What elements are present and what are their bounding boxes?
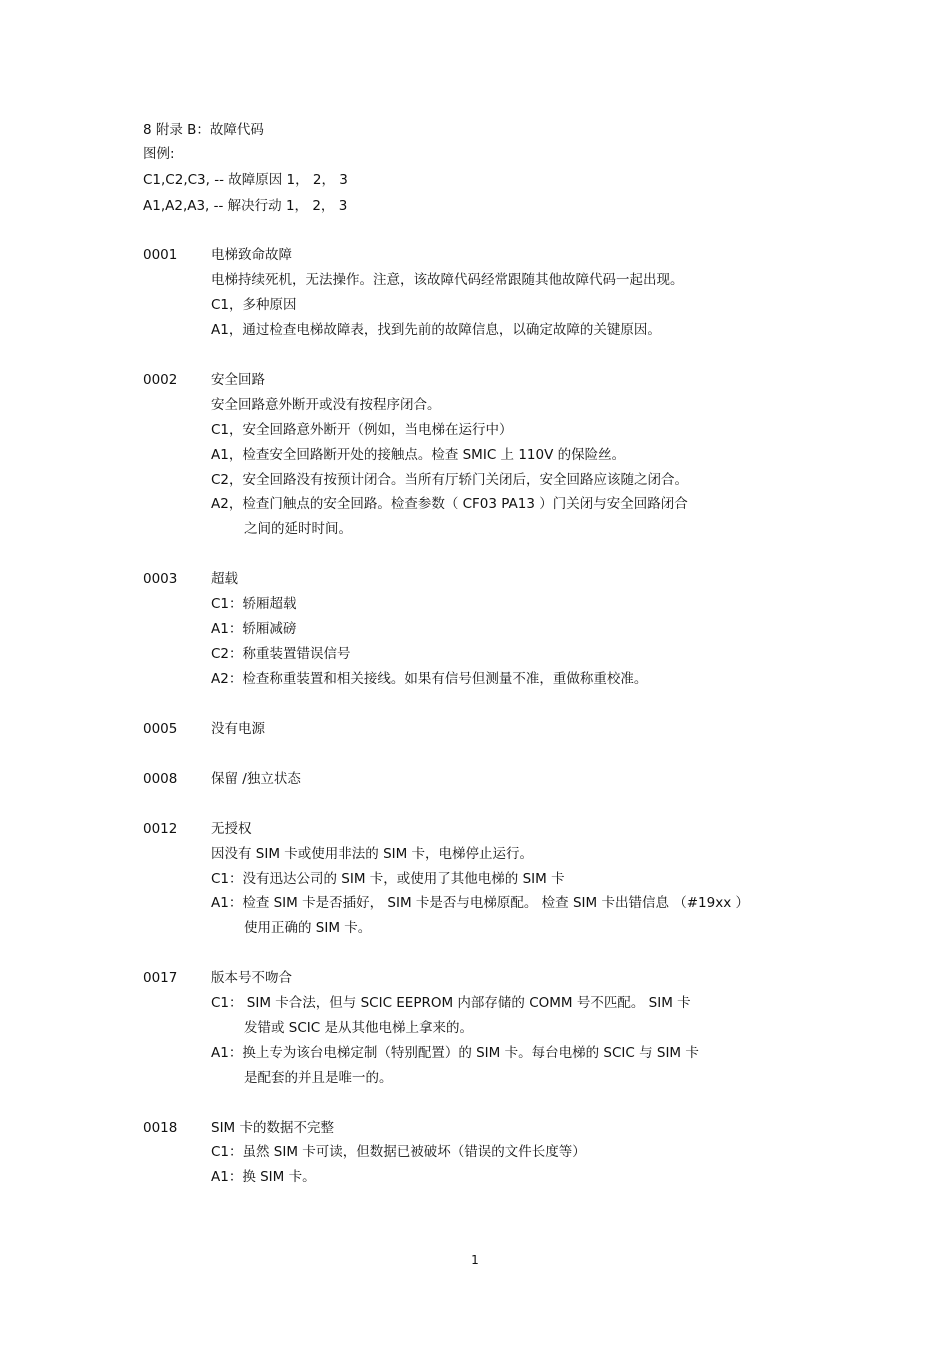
fault-title: 保留 /独立状态 [211, 771, 301, 787]
fault-action-continued: 是配套的并且是唯一的。 [244, 1070, 393, 1086]
legend-actions: A1,A2,A3, -- 解决行动 1， 2， 3 [143, 198, 348, 214]
fault-description: 电梯持续死机，无法操作。注意，该故障代码经常跟随其他故障代码一起出现。 [211, 272, 684, 288]
fault-title: 版本号不吻合 [211, 970, 292, 986]
fault-title: SIM 卡的数据不完整 [211, 1120, 334, 1136]
fault-title: 无授权 [211, 821, 252, 837]
fault-description: 安全回路意外断开或没有按程序闭合。 [211, 397, 441, 413]
fault-description: 因没有 SIM 卡或使用非法的 SIM 卡，电梯停止运行。 [211, 846, 534, 862]
fault-cause-continued: 发错或 SCIC 是从其他电梯上拿来的。 [244, 1020, 473, 1036]
legend-label: 图例: [143, 146, 175, 162]
fault-action: A1：换上专为该台电梯定制（特别配置）的 SIM 卡。每台电梯的 SCIC 与 SIM 卡 [211, 1045, 699, 1061]
fault-code: 0012 [143, 821, 178, 837]
fault-title: 安全回路 [211, 372, 265, 388]
fault-action-continued: 使用正确的 SIM 卡。 [244, 920, 372, 936]
fault-cause: C2，安全回路没有按预计闭合。当所有厅轿门关闭后，安全回路应该随之闭合。 [211, 472, 689, 488]
fault-cause: C1，多种原因 [211, 297, 297, 313]
fault-action: A1：轿厢减磅 [211, 621, 297, 637]
fault-action: A2：检查称重装置和相关接线。如果有信号但测量不准，重做称重校准。 [211, 671, 648, 687]
fault-action: A1，检查安全回路断开处的接触点。检查 SMIC 上 110V 的保险丝。 [211, 447, 626, 463]
fault-title: 电梯致命故障 [211, 247, 292, 263]
fault-code: 0008 [143, 771, 178, 787]
fault-code: 0005 [143, 721, 178, 737]
fault-cause: C2：称重装置错误信号 [211, 646, 351, 662]
appendix-title: 8 附录 B：故障代码 [143, 122, 264, 138]
fault-cause: C1：没有迅达公司的 SIM 卡，或使用了其他电梯的 SIM 卡 [211, 871, 565, 887]
fault-action: A1，通过检查电梯故障表，找到先前的故障信息，以确定故障的关键原因。 [211, 322, 661, 338]
fault-code: 0003 [143, 571, 178, 587]
fault-cause: C1，安全回路意外断开（例如，当电梯在运行中） [211, 422, 513, 438]
fault-cause: C1： SIM 卡合法，但与 SCIC EEPROM 内部存储的 COMM 号不匹配。 SIM 卡 [211, 995, 691, 1011]
fault-action-continued: 之间的延时时间。 [244, 521, 352, 537]
fault-title: 没有电源 [211, 721, 265, 737]
page-number: 1 [471, 1253, 479, 1267]
fault-action: A2，检查门触点的安全回路。检查参数（ CF03 PA13 ）门关闭与安全回路闭合 [211, 496, 688, 512]
fault-cause: C1：轿厢超载 [211, 596, 297, 612]
fault-code: 0001 [143, 247, 178, 263]
legend-causes: C1,C2,C3, -- 故障原因 1， 2， 3 [143, 172, 348, 188]
fault-code: 0002 [143, 372, 178, 388]
fault-cause: C1：虽然 SIM 卡可读，但数据已被破坏（错误的文件长度等） [211, 1144, 586, 1160]
fault-title: 超载 [211, 571, 238, 587]
fault-action: A1：检查 SIM 卡是否插好， SIM 卡是否与电梯原配。 检查 SIM 卡出错信息 （#19xx ） [211, 895, 750, 911]
fault-code: 0017 [143, 970, 178, 986]
fault-code: 0018 [143, 1120, 178, 1136]
fault-action: A1：换 SIM 卡。 [211, 1169, 316, 1185]
